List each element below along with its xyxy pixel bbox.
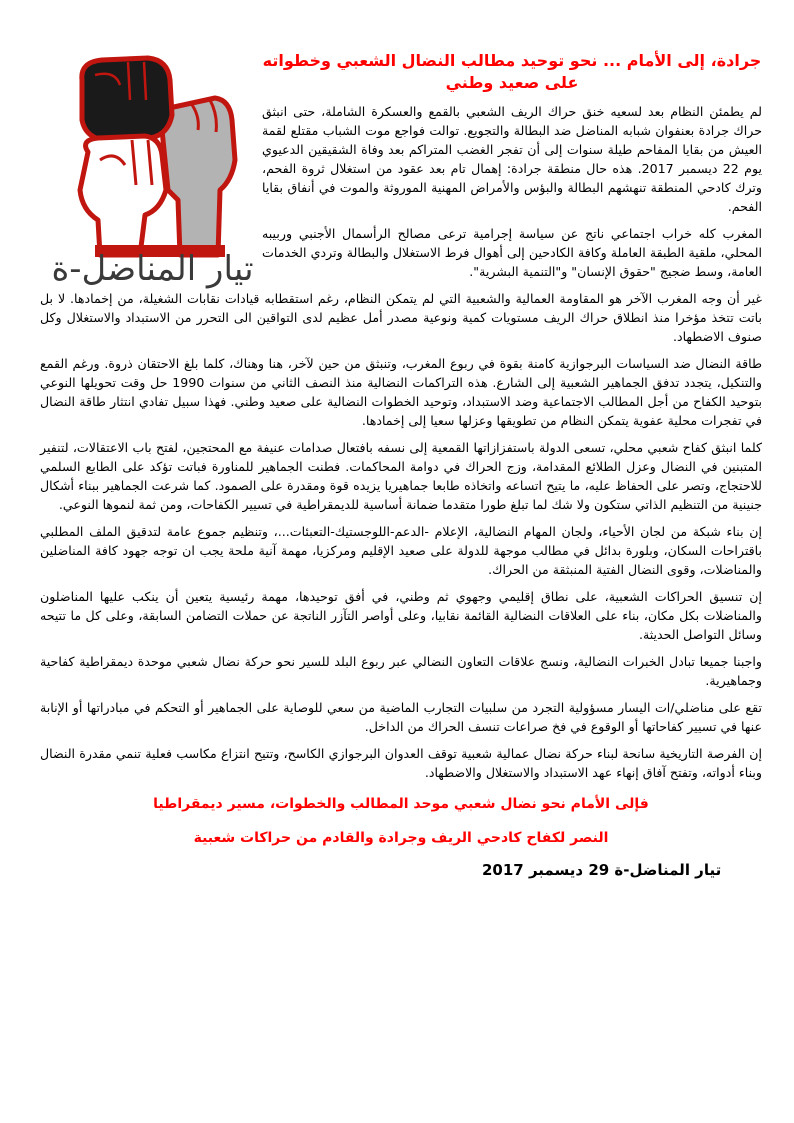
paragraph-7: إن تنسيق الحراكات الشعبية، على نطاق إقليمي وجهوي ثم وطني، في أفق توحيدها، مهمة رئيسية يتعين أن ينكب عليها المناضلون والمناضلات بكل مكان، بناء على العلاقات النضالية القائمة نقابيا، وعلى أواصر التآزر الناتجة عن حملات التضامن السابقة، وعلى كل ما تتيحه وسائل التواصل الحديثة. — [40, 589, 762, 642]
paragraph-8: واجبنا جميعا تبادل الخبرات النضالية، ونسج علاقات التعاون النضالي عبر ربوع البلد للسير نحو حركة نضال شعبي موحدة ديمقراطية كفاحية وجماهيرية. — [40, 654, 762, 688]
paragraph-10: إن الفرصة التاريخية سانحة لبناء حركة نضال عمالية شعبية توقف العدوان البرجوازي الكاسح، وتتيح انتزاع مكاسب فعلية تنمي مقدرة النضال وبناء أدواته، وتفتح آفاق إنهاء عهد الاستبداد والاستغلال والاضطهاد. — [40, 746, 762, 780]
paragraph-2: المغرب كله خراب اجتماعي ناتج عن سياسة إجرامية ترعى مصالح الرأسمال الأجنبي وربيبه المحلي، ملقية الطبقة العاملة وكافة الكادحين إلى أهوال فرط الاستغلال والبطالة وتردي الخدمات العامة، وسط ضجيج "حقوق الإنسان" و"التنمية البشرية". — [262, 226, 762, 279]
paragraph-3: غير أن وجه المغرب الآخر هو المقاومة العمالية والشعبية التي لم يتمكن النظام، رغم استقطابه قيادات نقابات الشغيلة، من إخمادها. لا بل باتت تتخذ مؤخرا منذ انطلاق حراك الريف مستويات كمية ونوعية مصدر أمل عظيم لدى التواقين الى التحرر من الاستبداد والاستغلال وكل صنوف الاضطهاد. — [40, 291, 762, 344]
signature: تيار المناضل-ة 29 ديسمبر 2017 — [482, 861, 722, 879]
slogan-2: النصر لكفاح كادحي الريف وجرادة والقادم من حراكات شعبية — [193, 830, 609, 846]
paragraph-1: لم يطمئن النظام بعد لسعيه خنق حراك الريف الشعبي بالقمع والعسكرة الشاملة، حتى انبثق حراك جرادة بعنفوان شبابه المناضل ضد البطالة والتجويع. توالت فواجع موت الشباب مقتلع لقمة العيش من بقايا المفاحم طيلة سنوات إلى أن تفجر الغضب المتراكم بعد وفاة الشقيقين الدعيوي يوم 22 ديسمبر 2017. هذه حال منطقة جرادة: إهمال تام بعد عقود من استغلال ثروة الفحم، وترك كادحي المنطقة تنهشهم البطالة والبؤس والأمراض المهنية الموروثة والموت في أنفاق بقايا الفحم. — [262, 104, 762, 214]
paragraph-6: إن بناء شبكة من لجان الأحياء، ولجان المهام النضالية، الإعلام -الدعم-اللوجستيك-التعبئات...، وتنظيم جموع عامة لتدقيق الملف المطلبي باقتراحات السكان، وبلورة بدائل في مطالب موجهة للدولة على صعيد الإقليم ومركزيا، مهمة آنية ملحة يجب ان توجه جهود كافة المناضلين والمناضلات، وقوى النضال الفتية المنبثقة من الحراك. — [40, 524, 762, 577]
paragraph-5: كلما انبثق كفاح شعبي محلي، تسعى الدولة باستفزازاتها القمعية إلى نسفه بافتعال صدامات عنيفة مع المحتجين، لفتح باب الاعتقالات، لتنفير المتبنين في النضال وعزل الطلائع المقدامة، وزج الحراك في دوامة المحاكمات. فطنت الجماهير للمناورة فباتت تؤكد على الطابع السلمي للاحتجاج، وتصر على الحفاظ عليه، ما يتيح اتساعه واتخاذه طابعا جماهيريا يزيده قوة ومقدرة على الصمود. كما شرعت الجماهير ببناء أشكال جنينية من التنظيم الذاتي ستكون ولا شك لما تبلغ طورا متقدما ضمانة أساسية للديمقراطية في تسيير الكفاحات، ومن ثمة لنموها النوعي. — [40, 440, 762, 512]
document-page — [40, 40, 762, 880]
slogan-1: فإلى الأمام نحو نضال شعبي موحد المطالب والخطوات، مسير ديمقراطيا — [153, 796, 649, 812]
paragraph-4: طاقة النضال ضد السياسات البرجوازية كامنة بقوة في ربوع المغرب، وتنبثق من حين لآخر، هنا وهناك، كلما بلغ الاحتقان ذروة. ورغم القمع والتنكيل، يتجدد تدفق الجماهير الشعبية إلى الشارع. هذه التراكمات النضالية منذ النصف الثاني من سنوات 1990 حل وقت تحويلها النوعي بتوحيد الكفاح من أجل المطالب الاجتماعية وضد الاستبداد، وتوحيد الخطوات النضالية على صعيد وطني. فهذا سبيل تفادي انتثار طاقة النضال في تفجرات محلية عفوية يتمكن النظام من تطويقها وعزلها سعيا إلى إخمادها. — [40, 356, 762, 428]
logo-caption: تيار المناضل-ة — [51, 249, 254, 289]
document-title: جرادة، إلى الأمام ... نحو توحيد مطالب النضال الشعبي وخطواته على صعيد وطني — [262, 51, 762, 92]
paragraph-9: تقع على مناضلي/ات اليسار مسؤولية التجرد من سلبيات التجارب الماضية من سعي للوصاية على الجماهير أو التحكم في مبادراتها أو الإنابة عنها في تسيير كفاحاتها أو الوقوع في فخ صراعات تنسف الحراك من الداخل. — [40, 700, 762, 734]
